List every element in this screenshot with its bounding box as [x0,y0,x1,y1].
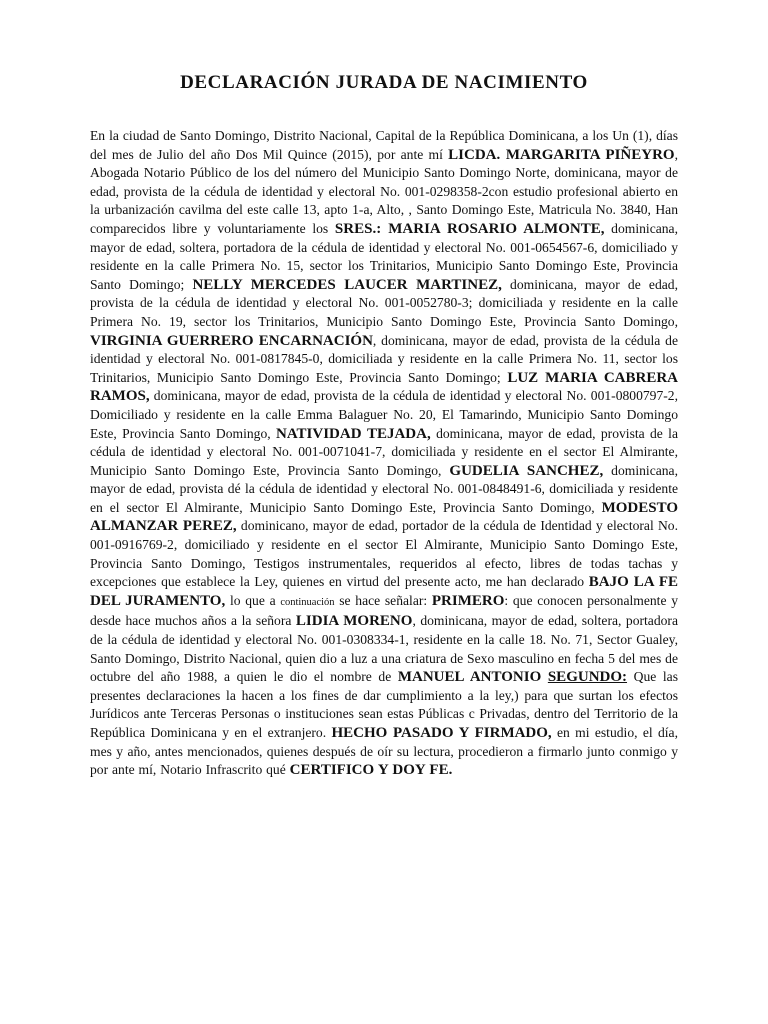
body-text-segment: dominicano, mayor de edad, portador de la cédula de Identidad y electoral No. 001-0916769-2, domiciliado y residente en el sector El Almirante, Municipio Santo Domingo Este, Provincia Santo Domingo, Testigos instrumentales, requeridos al efecto, libres de todas tachas y excepciones que establece la Ley, quienes en virtud del presente acto, me han declarado [90,518,678,590]
body-text-segment: , Abogada Notario Público de los del número del Municipio Santo Domingo Norte, dominicana, mayor de edad, provista de la cédula de identidad y electoral No. 001-0298358-2con estudio profesional abierto en la urbanización cavilma del este calle 13, apto 1-a, Alto, , Santo Domingo Este, Matricula No. 3840, Han comparecidos libre y voluntariamente los [90,146,678,236]
body-text-segment: dominicana, mayor de edad, provista de la cédula de identidad y electoral No. 001-0052780-3; domiciliada y residente en la calle Primera No. 19, sector los Trinitarios, Municipio Santo Domingo Este, Provincia Santo Domingo, [90,276,678,329]
body-text-segment: dominicana, mayor de edad, provista de la cédula de identidad y electoral No. 001-0071041-7, domiciliada y residente en el sector El Almirante, Municipio Santo Domingo Este, Provincia Santo Domingo, [90,425,678,478]
emphasis-text: NELLY MERCEDES LAUCER MARTINEZ, [192,276,502,293]
emphasis-text: CERTIFICO Y DOY FE. [289,762,453,779]
emphasis-text: continuación [280,596,335,608]
body-text-segment: dominicana, mayor de edad, soltera, portadora de la cédula de identidad y electoral No. 001-0654567-6, domiciliado y residente en la calle Primera No. 15, sector los Trinitarios, Municipio Santo Domingo Este, Provincia Santo Domingo; [90,220,678,292]
body-text-segment: lo que a [225,592,281,608]
emphasis-text: MANUEL ANTONIO [397,669,542,686]
body-text-segment: , dominicana, mayor de edad, soltera, portadora de la cédula de identidad y electoral No. 001-0308334-1, residente en la calle 18. No. 71, Sector Gualey, Santo Domingo, Distrito Nacional, quien dio a luz a una criatura de Sexo masculino en fecha 5 del mes de octubre del año 1988, a quien le dio el nombre de [90,613,678,685]
emphasis-text: SRES.: MARIA ROSARIO ALMONTE, [334,220,605,237]
emphasis-text: BAJO LA FE DEL JURAMENTO, [90,574,678,609]
emphasis-text: VIRGINIA GUERRERO ENCARNACIÓN [90,332,373,349]
body-text-segment: , dominicana, mayor de edad, provista de la cédula de identidad y electoral No. 001-0817845-0, domiciliada y residente en la calle Primera No. 11, sector los Trinitarios, Municipio Santo Domingo Este, Provincia Santo Domingo; [90,332,678,385]
body-text-segment [541,669,548,684]
emphasis-text: GUDELIA SANCHEZ, [449,462,604,479]
body-text-segment: dominicana, mayor de edad, provista dé la cédula de identidad y electoral No. 001-0848491-6, domiciliada y residente en el sector El Almirante, Municipio Santo Domingo Este, Provincia Santo Domingo, [90,462,678,515]
body-text-segment: se hace señalar: [334,592,432,608]
emphasis-text: SEGUNDO: [547,669,628,686]
body-text-segment: Que las presentes declaraciones la hacen a los fines de dar cumplimiento a la ley,) para que surtan los efectos Jurídicos ante Terceras Personas o instituciones sean estas Públicas c Privadas, dentro del Territorio de la República Dominicana y en el extranjero. [90,669,678,740]
emphasis-text: NATIVIDAD TEJADA, [275,425,431,442]
document-body [90,127,678,780]
body-text-segment: dominicana, mayor de edad, provista de la cédula de identidad y electoral No. 001-0800797-2, Domiciliado y residente en la calle Emma Balaguer No. 20, El Tamarindo, Municipio Santo Domingo Este, Provincia Santo Domingo, [90,388,678,441]
emphasis-text: HECHO PASADO Y FIRMADO, [331,725,552,741]
emphasis-text: LICDA. MARGARITA PIÑEYRO [448,146,675,163]
document-title: DECLARACIÓN JURADA DE NACIMIENTO [180,72,588,93]
body-text-segment: En la ciudad de Santo Domingo, Distrito Nacional, Capital de la República Dominicana, a los Un (1), días del mes de Julio del año Dos Mil Quince (2015), por ante mí [90,128,678,162]
emphasis-text: PRIMERO [431,592,505,609]
emphasis-text: MODESTO ALMANZAR PEREZ, [90,499,678,535]
emphasis-text: LIDIA MORENO [295,613,413,630]
body-text-segment: : que conocen personalmente y desde hace muchos años a la señora [90,592,678,629]
emphasis-text: LUZ MARIA CABRERA RAMOS, [90,369,678,405]
body-text-segment: en mi estudio, el día, mes y año, antes mencionados, quienes después de oír su lectura, procedieron a firmarlo junto conmigo y por ante mí, Notario Infrascrito qué [90,725,678,778]
